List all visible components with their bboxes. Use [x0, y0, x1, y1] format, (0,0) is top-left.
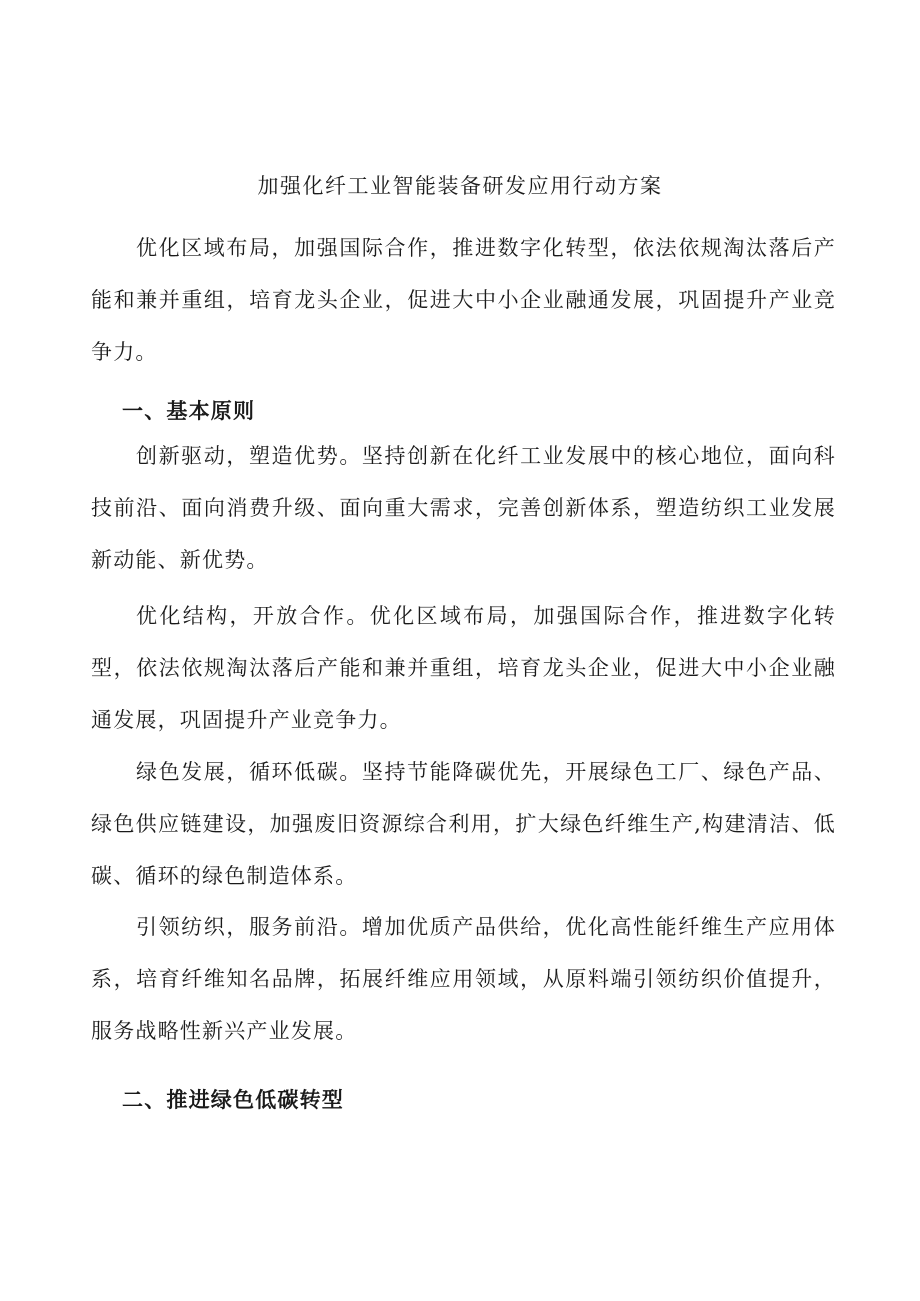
principle-paragraph-green: 绿色发展，循环低碳。坚持节能降碳优先，开展绿色工厂、绿色产品、绿色供应链建设，加强废旧资源综合利用，扩大绿色纤维生产,构建清洁、低碳、循环的绿色制造体系。: [91, 760, 836, 888]
section-heading-basic-principles: 一、基本原则: [122, 398, 256, 423]
principle-paragraph-structure: 优化结构，开放合作。优化区域布局，加强国际合作，推进数字化转型，依法依规淘汰落后产能和兼并重组，培育龙头企业，促进大中小企业融通发展，巩固提升产业竞争力。: [91, 604, 836, 732]
document-title: 加强化纤工业智能装备研发应用行动方案: [257, 174, 663, 198]
intro-paragraph: 优化区域布局，加强国际合作，推进数字化转型，依法依规淘汰落后产能和兼并重组，培育龙头企业，促进大中小企业融通发展，巩固提升产业竞争力。: [91, 236, 836, 364]
section-heading-green-transition: 二、推进绿色低碳转型: [122, 1087, 344, 1112]
principle-paragraph-lead: 引领纺织，服务前沿。增加优质产品供给，优化高性能纤维生产应用体系，培育纤维知名品牌，拓展纤维应用领域，从原料端引领纺织价值提升，服务战略性新兴产业发展。: [91, 915, 836, 1043]
principle-paragraph-innovation: 创新驱动，塑造优势。坚持创新在化纤工业发展中的核心地位，面向科技前沿、面向消费升级、面向重大需求，完善创新体系，塑造纺织工业发展新动能、新优势。: [91, 444, 836, 572]
